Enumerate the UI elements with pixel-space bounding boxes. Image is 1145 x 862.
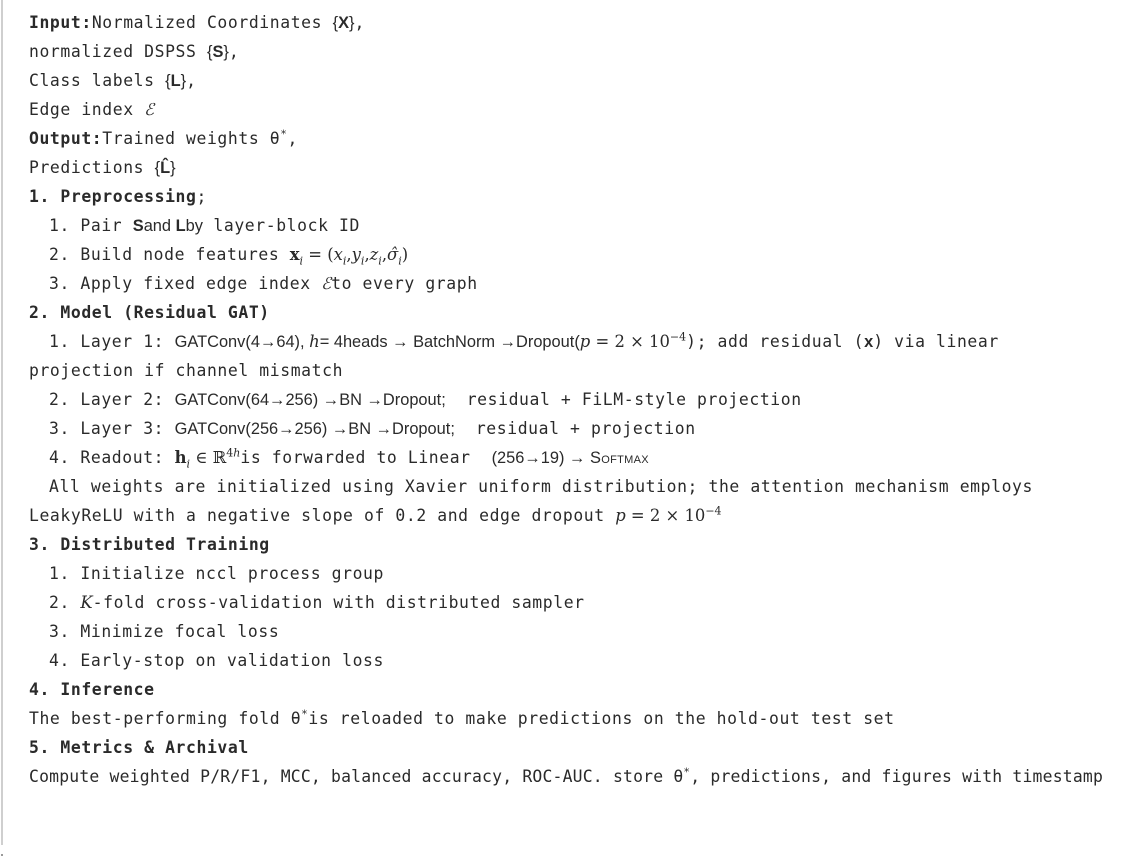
note-text: All weights are initialized using Xavier uniform distribution; the attention mechanism employs xyxy=(49,477,1033,496)
list-item: 3. Minimize focal loss xyxy=(49,622,280,641)
output-predictions-line: Predictions {L̂} xyxy=(29,158,176,177)
inference-text: The best-performing fold θ*is reloaded to make predictions on the hold-out test set xyxy=(29,707,895,728)
margin-dot xyxy=(1,854,3,856)
section-heading-inference: 4. Inference xyxy=(29,680,155,699)
section-heading-preprocessing: 1. Preprocessing; xyxy=(29,187,207,206)
list-item: 1. Pair Sand Lby layer-block ID xyxy=(49,216,360,235)
input-line: Input:Normalized Coordinates {X}, xyxy=(29,13,365,32)
section-heading-model: 2. Model (Residual GAT) xyxy=(29,303,270,322)
list-item: 4. Readout: $h_i$ ∈ ℝ$^{4h}$is forwarded to Linear (256→19) → Softmax xyxy=(49,446,649,471)
list-item-continuation: projection if channel mismatch xyxy=(29,361,344,380)
list-item: 2. K-fold cross-validation with distributed sampler xyxy=(49,593,585,612)
section-heading-metrics: 5. Metrics & Archival xyxy=(29,738,249,757)
list-item: 3. Apply fixed edge index ℰto every graph xyxy=(49,274,478,293)
input-dspss-line: normalized DSPSS {S}, xyxy=(29,42,240,61)
list-item: 4. Early-stop on validation loss xyxy=(49,651,384,670)
list-item: 2. Build node features $x_i$ = $(x_i,y_i,z_i,\sigmâ_i)$ xyxy=(49,245,409,268)
output-line: Output:Trained weights θ*, xyxy=(29,127,298,148)
list-item: 2. Layer 2: GATConv(64→256) →BN →Dropout; residual + FiLM-style projection xyxy=(49,390,802,409)
metrics-text: Compute weighted P/R/F1, MCC, balanced accuracy, ROC-AUC. store θ*, predictions, and figures with timestamp xyxy=(29,765,1104,786)
section-heading-training: 3. Distributed Training xyxy=(29,535,270,554)
list-item: 1. Layer 1: GATConv(4→64), h= 4heads → BatchNorm →Dropout(p = $2 \times 10^{-4}$); add residual (x) via linear xyxy=(49,330,999,351)
list-item: 3. Layer 3: GATConv(256→256) →BN →Dropout; residual + projection xyxy=(49,419,696,438)
list-item: 1. Initialize nccl process group xyxy=(49,564,384,583)
output-label: Output: xyxy=(29,129,103,148)
note-text: LeakyReLU with a negative slope of 0.2 and edge dropout $p = 2 \times 10^{-4}$ xyxy=(29,504,722,525)
left-margin-rule xyxy=(1,0,3,845)
input-labels-line: Class labels {L}, xyxy=(29,71,197,90)
input-label: Input: xyxy=(29,13,92,32)
input-edge-line: Edge index ℰ xyxy=(29,100,155,119)
